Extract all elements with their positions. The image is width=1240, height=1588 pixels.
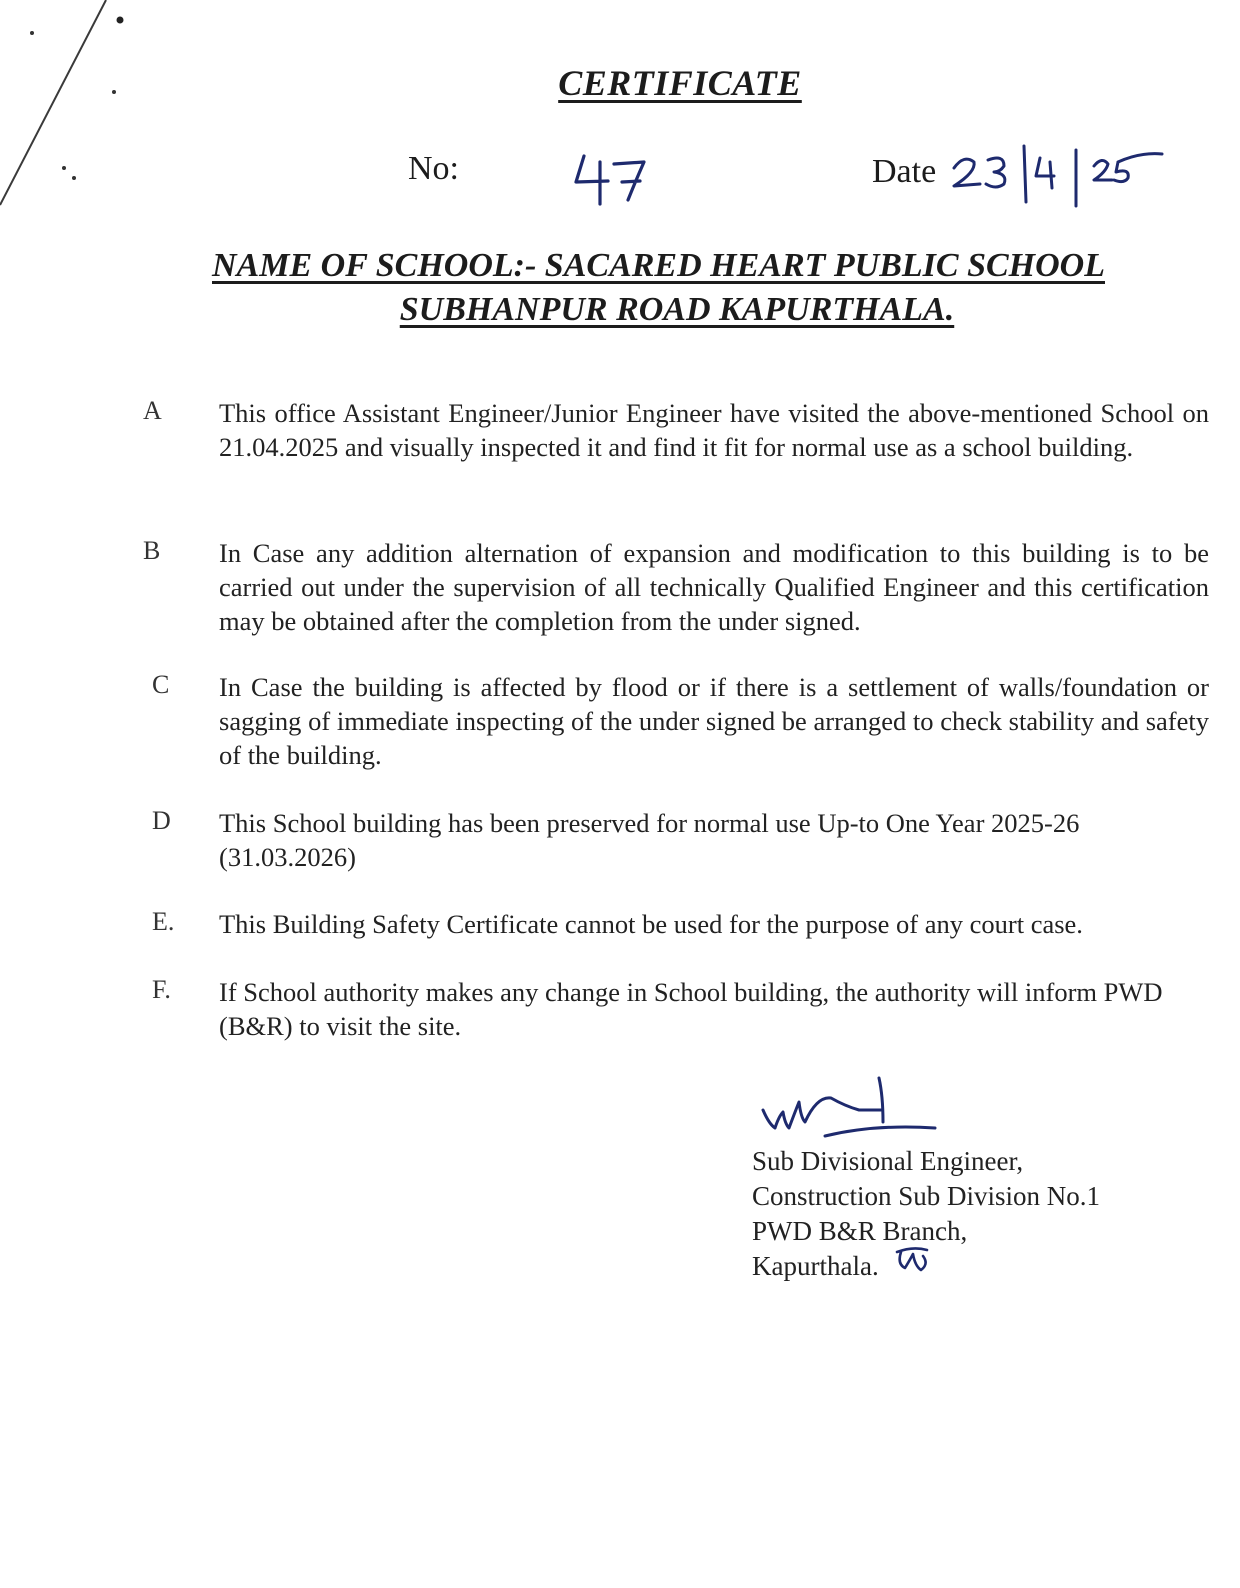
clause-letter: F.	[152, 975, 171, 1004]
handwritten-initial	[893, 1244, 933, 1278]
handwritten-date	[950, 140, 1170, 210]
school-address-line: SUBHANPUR ROAD KAPURTHALA.	[399, 291, 955, 328]
clause-text: In Case any addition alternation of expansion and modification to this building is to be carried out under the supervision of all technically Qualified Engineer and this certification may be obtained after the completion from the under signed.	[219, 538, 1209, 636]
number-label: No:	[408, 150, 459, 187]
clause-letter: B	[143, 536, 161, 565]
date-label: Date	[872, 153, 937, 190]
clause-text: This Building Safety Certificate cannot be used for the purpose of any court case.	[219, 909, 1083, 939]
clause-letter: C	[152, 670, 170, 699]
signatory-location: Kapurthala.	[752, 1251, 879, 1281]
signatory-division: Construction Sub Division No.1	[752, 1181, 1101, 1211]
school-name-heading	[212, 244, 1142, 332]
clause-text: In Case the building is affected by flood or if there is a settlement of walls/foundation or sagging of immediate inspecting of the under signed be arranged to check stability and safety of the building.	[219, 672, 1209, 770]
scan-edge-line	[0, 0, 140, 210]
handwritten-certificate-number	[570, 148, 660, 208]
handwritten-signature	[755, 1072, 945, 1152]
clause-letter: D	[152, 806, 171, 835]
signatory-title: Sub Divisional Engineer,	[752, 1146, 1024, 1176]
signatory-branch: PWD B&R Branch,	[752, 1216, 968, 1246]
clause-text: This School building has been preserved for normal use Up-to One Year 2025-26 (31.03.2026)	[219, 808, 1080, 872]
clause-letter: A	[143, 396, 162, 425]
certificate-title: CERTIFICATE	[558, 63, 802, 103]
clause-text: If School authority makes any change in School building, the authority will inform PWD (B&R) to visit the site.	[219, 977, 1163, 1041]
school-name-line: NAME OF SCHOOL:- SACARED HEART PUBLIC SCHOOL	[212, 247, 1105, 284]
clause-text: This office Assistant Engineer/Junior Engineer have visited the above-mentioned School on 21.04.2025 and visually inspected it and find it fit for normal use as a school building.	[219, 398, 1209, 462]
clause-letter: E.	[152, 907, 175, 936]
